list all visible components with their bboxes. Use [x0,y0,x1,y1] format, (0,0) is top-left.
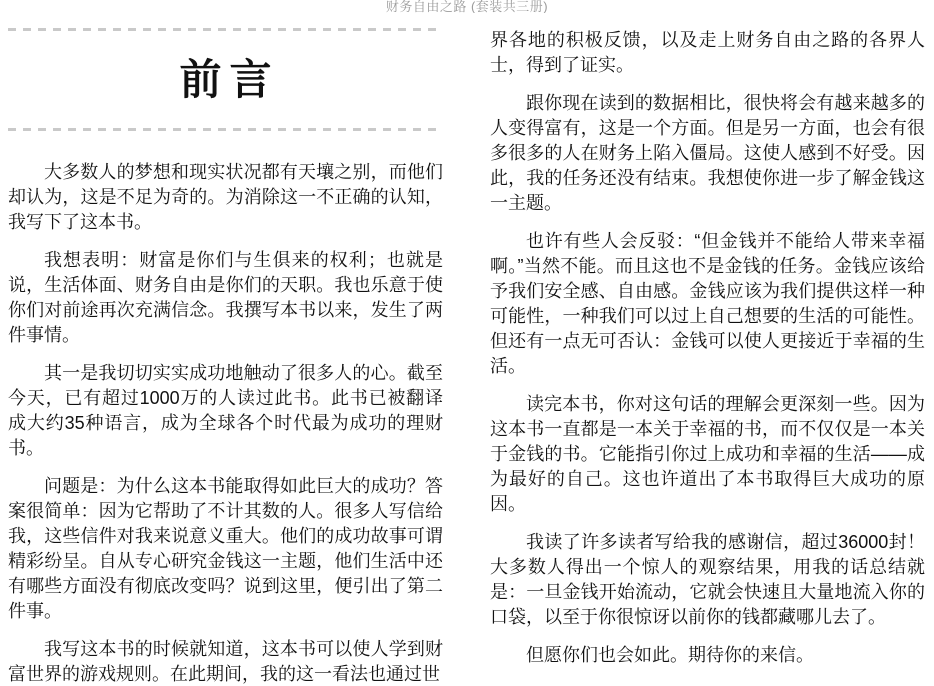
divider-bottom [8,128,443,131]
two-column-text-layout [0,13,934,686]
paragraph: 我想表明：财富是你们与生俱来的权利；也就是说，生活体面、财务自由是你们的天职。我也乐意于使你们对前途再次充满信念。我撰写本书以来，发生了两件事情。 [8,250,443,345]
paragraph: 跟你现在读到的数据相比，很快将会有越来越多的人变得富有，这是一个方面。但是另一方面，也会有很多很多的人在财务上陷入僵局。这使人感到不好受。因此，我的任务还没有结束。我想使你进一步了解金钱这一主题。 [490,93,925,213]
paragraph: 也许有些人会反驳：“但金钱并不能给人带来幸福啊。”当然不能。而且这也不是金钱的任务。金钱应该给予我们安全感、自由感。金钱应该为我们提供这样一种可能性，一种我们可以过上自己想要的生活的可能性。但还有一点无可否认：金钱可以使人更接近于幸福的生活。 [490,231,925,376]
paragraph: 我读了许多读者写给我的感谢信，超过36000封！大多数人得出一个惊人的观察结果，用我的话总结就是：一旦金钱开始流动，它就会快速且大量地流入你的口袋，以至于你很惊讶以前你的钱都藏哪儿去了。 [490,532,925,627]
left-column [8,28,443,686]
paragraph-continuation: 界各地的积极反馈，以及走上财务自由之路的各界人士，得到了证实。 [490,30,925,75]
paragraph: 问题是：为什么这本书能取得如此巨大的成功？答案很简单：因为它帮助了不计其数的人。很多人写信给我，这些信件对我来说意义重大。他们的成功故事可谓精彩纷呈。自从专心研究金钱这一主题，他们生活中还有哪些方面没有彻底改变吗？说到这里，便引出了第二件事。 [8,476,443,621]
book-title-header: 财务自由之路 (套装共三册) [385,0,549,13]
right-column [490,28,925,668]
chapter-title: 前言 [179,56,280,103]
paragraph: 其一是我切切实实成功地触动了很多人的心。截至今天，已有超过1000万的人读过此书。此书已被翻译成大约35种语言，成为全球各个时代最为成功的理财书。 [8,363,443,458]
chapter-title-block [8,28,443,131]
paragraph: 大多数人的梦想和现实状况都有天壤之别，而他们却认为，这是不足为奇的。为消除这一不正确的认知，我写下了这本书。 [8,162,443,232]
paragraph: 但愿你们也会如此。期待你的来信。 [526,645,814,665]
paragraph: 读完本书，你对这句话的理解会更深刻一些。因为这本书一直都是一本关于幸福的书，而不仅仅是一本关于金钱的书。它能指引你过上成功和幸福的生活——成为最好的自己。这也许道出了本书取得巨大成功的原因。 [490,394,925,514]
paragraph: 我写这本书的时候就知道，这本书可以使人学到财富世界的游戏规则。在此期间，我的这一看法也通过世 [8,639,443,684]
